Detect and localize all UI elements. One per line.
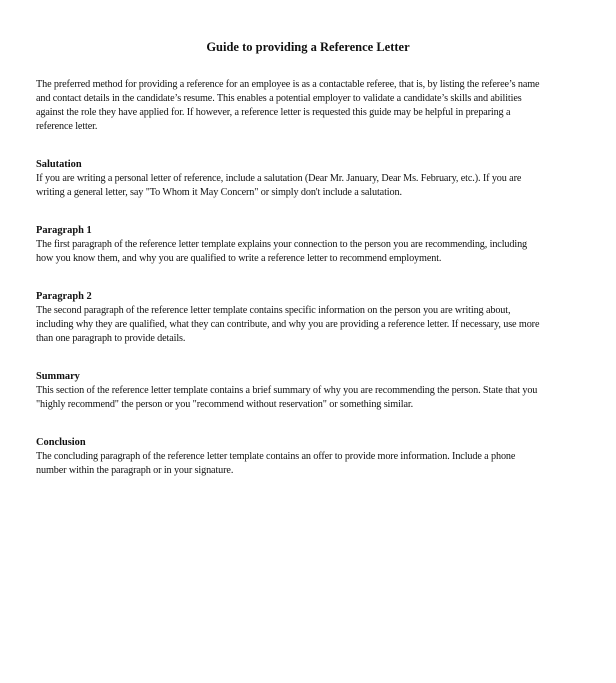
section-line: The concluding paragraph of the reference letter template contains an offer to provide more information. Include a phone	[36, 451, 516, 462]
section-conclusion	[36, 436, 596, 478]
intro-line: The preferred method for providing a reference for an employee is as a contactable referee, that is, by listing the referee’s name	[36, 79, 540, 90]
document-title: Guide to providing a Reference Letter	[206, 40, 410, 54]
section-line: If you are writing a personal letter of reference, include a salutation (Dear Mr. January, Dear Ms. February, etc.). If you are	[36, 173, 522, 184]
intro-line: against the role they have applied for. If however, a reference letter is requested this guide may be helpful in preparing a	[36, 107, 511, 118]
section-summary	[36, 370, 596, 412]
section-line: This section of the reference letter template contains a brief summary of why you are recommending the person. State that you	[36, 385, 538, 396]
section-paragraph-1	[36, 224, 596, 266]
section-heading: Summary	[36, 371, 80, 382]
section-line: The first paragraph of the reference letter template explains your connection to the person you are recommending, including	[36, 239, 528, 250]
section-line: writing a general letter, say "To Whom it May Concern" or simply don't include a salutation.	[36, 187, 402, 198]
section-heading: Paragraph 2	[36, 291, 92, 302]
section-heading: Paragraph 1	[36, 225, 92, 236]
intro-line: and contact details in the candidate’s resume. This enables a potential employer to validate a candidate’s skills and abilities	[36, 93, 522, 104]
section-heading: Salutation	[36, 159, 82, 170]
intro-line: reference letter.	[36, 121, 98, 132]
section-heading: Conclusion	[36, 437, 86, 448]
section-line: how you know them, and why you are qualified to write a reference letter to recommend employment.	[36, 253, 442, 264]
section-line: number within the paragraph or in your signature.	[36, 465, 234, 476]
section-salutation	[36, 158, 596, 200]
intro-paragraph	[36, 78, 596, 134]
section-line: including why they are qualified, what they can contribute, and why you are providing a reference letter. If necessary, use more	[36, 319, 540, 330]
section-line: The second paragraph of the reference letter template contains specific information on the person you are writing about,	[36, 305, 511, 316]
section-line: than one paragraph to provide details.	[36, 333, 186, 344]
section-paragraph-2	[36, 290, 596, 346]
section-line: "highly recommend" the person or you "recommend without reservation" or something similar.	[36, 399, 414, 410]
